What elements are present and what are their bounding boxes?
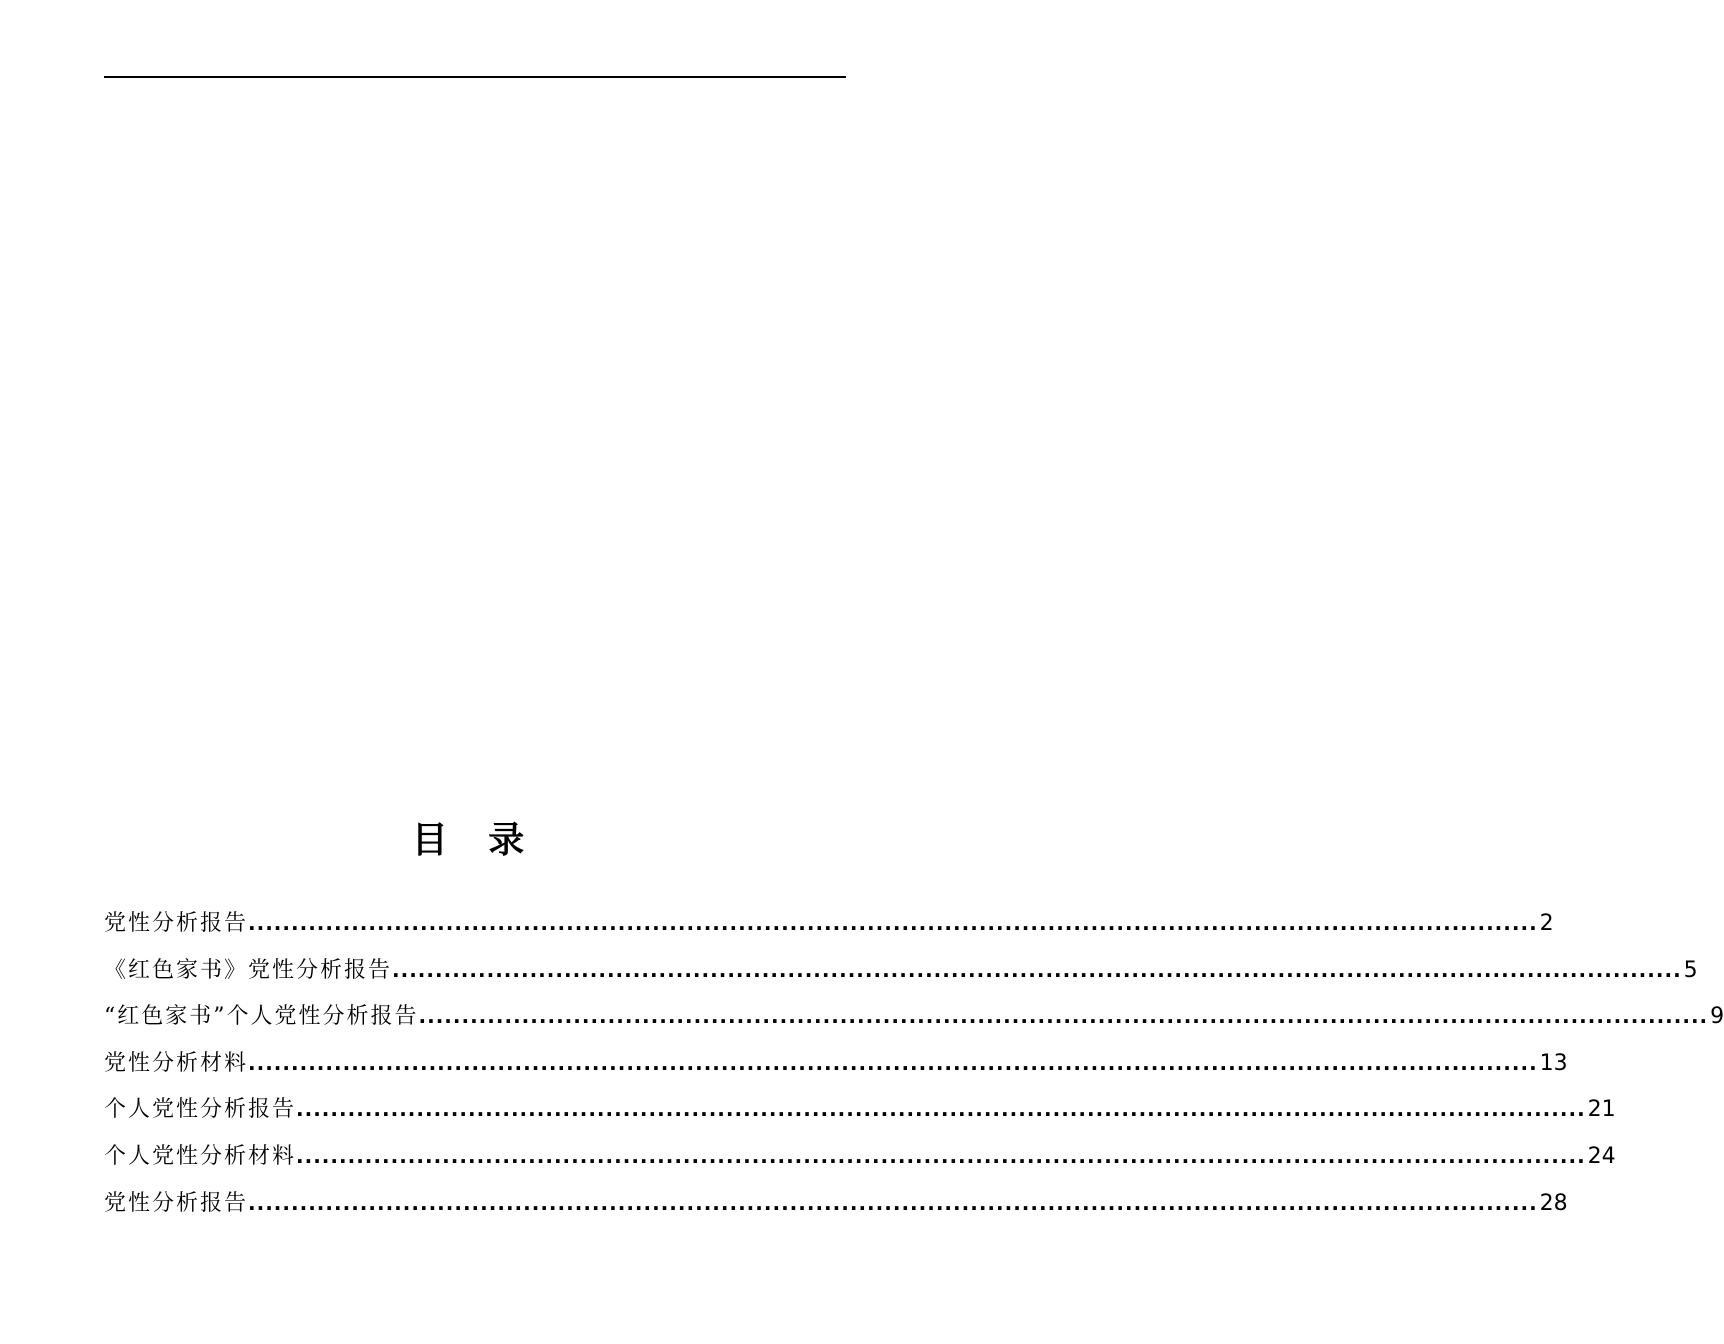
toc-entry-label: 党性分析材料 <box>104 1050 249 1076</box>
toc-entry-page: 5 <box>1683 957 1698 983</box>
toc-dot-leader: ...................................................................................................................................................... <box>392 957 1682 982</box>
toc-entry-label: “红色家书”个人党性分析报告 <box>104 1004 419 1030</box>
toc-entry[interactable] <box>104 900 1554 947</box>
toc-entry[interactable] <box>104 1040 1568 1087</box>
toc-entry-label: 个人党性分析报告 <box>104 1097 297 1123</box>
toc-entry[interactable] <box>104 993 1724 1040</box>
toc-entry-label: 个人党性分析材料 <box>104 1143 297 1169</box>
toc-entry-page: 28 <box>1539 1190 1568 1216</box>
toc-entry-page: 13 <box>1539 1050 1568 1076</box>
toc-entry-page: 24 <box>1587 1143 1616 1169</box>
toc-entry[interactable] <box>104 1086 1616 1133</box>
toc-dot-leader: ...................................................................................................................................................... <box>248 911 1538 935</box>
toc-entry-page: 9 <box>1710 1004 1724 1030</box>
header-rule <box>104 76 846 78</box>
toc-title: 目 录 <box>411 820 539 861</box>
toc-entry-label: 党性分析报告 <box>104 1190 249 1216</box>
toc-entry[interactable] <box>104 1180 1568 1227</box>
toc-entry-label: 党性分析报告 <box>104 911 249 936</box>
toc-entry-page: 21 <box>1587 1097 1616 1123</box>
toc-dot-leader: ...................................................................................................................................................... <box>418 1004 1709 1029</box>
toc-dot-leader: ...................................................................................................................................................... <box>248 1190 1538 1215</box>
table-of-contents <box>104 900 1724 1226</box>
toc-entry[interactable] <box>104 947 1698 994</box>
toc-dot-leader: ...................................................................................................................................................... <box>296 1143 1586 1168</box>
toc-entry-label: 《红色家书》党性分析报告 <box>104 957 393 983</box>
toc-dot-leader: ...................................................................................................................................................... <box>248 1050 1538 1075</box>
toc-dot-leader: ...................................................................................................................................................... <box>296 1097 1586 1122</box>
toc-entry-page: 2 <box>1539 911 1554 936</box>
toc-entry[interactable] <box>104 1133 1616 1180</box>
